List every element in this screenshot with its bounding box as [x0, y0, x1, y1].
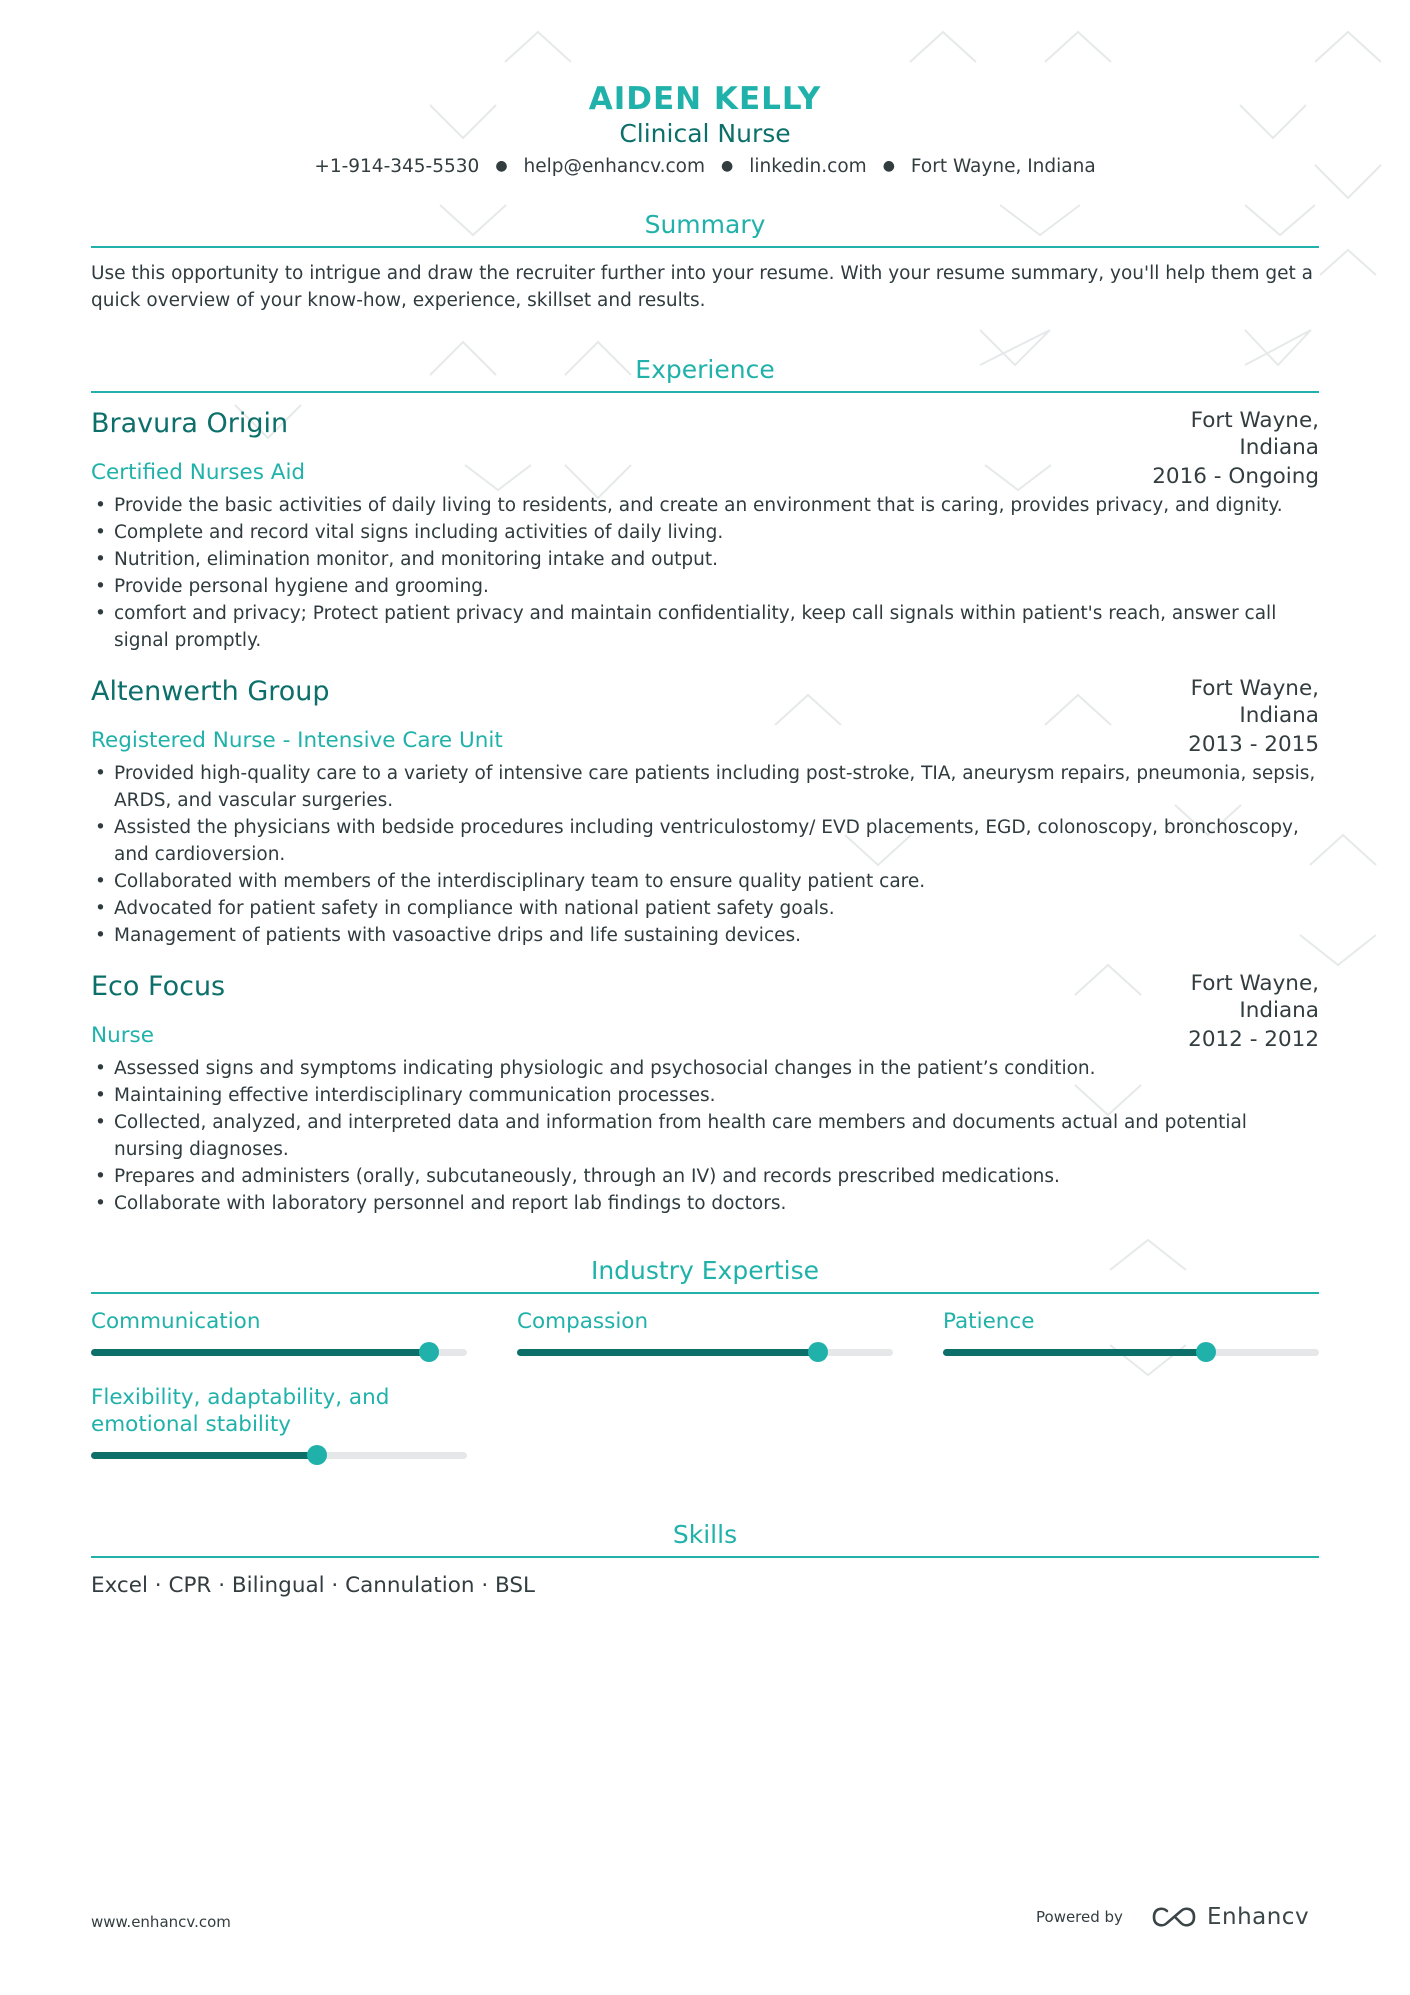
- expertise-item: [91, 1384, 467, 1459]
- list-item: • Maintaining effective interdisciplinary communication processes.: [91, 1082, 1319, 1109]
- candidate-title: Clinical Nurse: [619, 119, 791, 148]
- job-bullets: [91, 760, 1319, 949]
- list-item: • Advocated for patient safety in compliance with national patient safety goals.: [91, 895, 1319, 922]
- footer-website[interactable]: www.enhancv.com: [91, 1913, 231, 1931]
- contact-email[interactable]: help@enhancv.com: [523, 156, 706, 177]
- bullet-separator: ●: [882, 158, 895, 174]
- summary-heading: Summary: [91, 209, 1319, 248]
- job-meta: [1152, 407, 1319, 490]
- bullet-separator: ●: [495, 158, 508, 174]
- job-company: Altenwerth Group: [91, 676, 330, 707]
- job-role: Registered Nurse - Intensive Care Unit: [91, 728, 503, 753]
- summary-text: Use this opportunity to intrigue and draw the recruiter further into your resume. With your resume summary, you'll help them get a quick overview of your know-how, experience, skillset and results.: [91, 263, 1313, 311]
- skills-list: Excel · CPR · Bilingual · Cannulation · BSL: [91, 1573, 535, 1598]
- enhancv-logo-icon: [1151, 1906, 1197, 1928]
- candidate-name: AIDEN KELLY: [588, 81, 822, 117]
- experience-heading: Experience: [91, 354, 1319, 393]
- expertise-label: Flexibility, adaptability, and emotional stability: [91, 1385, 390, 1437]
- job-location: Fort Wayne, Indiana: [1190, 676, 1319, 728]
- summary-section: [91, 209, 1319, 314]
- expertise-bar-fill: [91, 1349, 429, 1356]
- contact-location: Fort Wayne, Indiana: [910, 156, 1096, 177]
- contact-linkedin[interactable]: linkedin.com: [749, 156, 867, 177]
- resume-header: [91, 80, 1319, 179]
- list-item: • Complete and record vital signs including activities of daily living.: [91, 519, 1319, 546]
- expertise-label: Patience: [943, 1309, 1035, 1334]
- expertise-item: [517, 1308, 893, 1356]
- enhancv-logo-text: Enhancv: [1206, 1904, 1310, 1930]
- expertise-label: Compassion: [517, 1309, 649, 1334]
- expertise-label: Communication: [91, 1309, 261, 1334]
- list-item: • Collected, analyzed, and interpreted data and information from health care members and documents actual and potential nursing diagnoses.: [91, 1109, 1319, 1163]
- contact-phone[interactable]: +1-914-345-5530: [314, 156, 480, 177]
- job-company: Bravura Origin: [91, 408, 289, 439]
- list-item: • Provided high-quality care to a variety of intensive care patients including post-stroke, TIA, aneurysm repairs, pneumonia, sepsis, ARDS, and vascular surgeries.: [91, 760, 1319, 814]
- expertise-bar: [91, 1349, 467, 1356]
- list-item: • Provide the basic activities of daily living to residents, and create an environment that is caring, provides privacy, and dignity.: [91, 492, 1319, 519]
- list-item: • Nutrition, elimination monitor, and monitoring intake and output.: [91, 546, 1319, 573]
- expertise-heading: Industry Expertise: [91, 1255, 1319, 1294]
- job-entry: [91, 675, 1319, 949]
- expertise-bar-knob: [1196, 1342, 1216, 1362]
- expertise-section: [91, 1255, 1319, 1487]
- expertise-bar: [517, 1349, 893, 1356]
- job-entry: [91, 970, 1319, 1217]
- expertise-bar-knob: [307, 1445, 327, 1465]
- expertise-bar-knob: [419, 1342, 439, 1362]
- job-location: Fort Wayne, Indiana: [1190, 408, 1319, 460]
- skills-heading: Skills: [91, 1519, 1319, 1558]
- list-item: • Collaborated with members of the interdisciplinary team to ensure quality patient care.: [91, 868, 1319, 895]
- contact-line: [91, 154, 1319, 179]
- job-dates: 2012 - 2012: [1188, 1027, 1319, 1052]
- skills-section: [91, 1519, 1319, 1600]
- list-item: • Provide personal hygiene and grooming.: [91, 573, 1319, 600]
- expertise-bar-fill: [943, 1349, 1206, 1356]
- job-dates: 2016 - Ongoing: [1152, 464, 1319, 489]
- job-dates: 2013 - 2015: [1188, 732, 1319, 757]
- job-bullets: [91, 492, 1319, 654]
- list-item: • Collaborate with laboratory personnel and report lab findings to doctors.: [91, 1190, 1319, 1217]
- job-role: Nurse: [91, 1023, 154, 1048]
- job-entry: [91, 407, 1319, 654]
- list-item: • Assessed signs and symptoms indicating physiologic and psychosocial changes in the patient’s condition.: [91, 1055, 1319, 1082]
- expertise-bar-fill: [517, 1349, 818, 1356]
- experience-section: [91, 354, 1319, 1217]
- expertise-bar: [943, 1349, 1319, 1356]
- job-location: Fort Wayne, Indiana: [1190, 971, 1319, 1023]
- expertise-bar: [91, 1452, 467, 1459]
- expertise-bar-knob: [808, 1342, 828, 1362]
- job-meta: [1169, 675, 1319, 758]
- powered-by-label: Powered by: [1036, 1908, 1123, 1926]
- list-item: • Assisted the physicians with bedside procedures including ventriculostomy/ EVD placements, EGD, colonoscopy, bronchoscopy, and cardioversion.: [91, 814, 1319, 868]
- resume-content: [91, 80, 1319, 1600]
- list-item: • comfort and privacy; Protect patient privacy and maintain confidentiality, keep call signals within patient's reach, answer call signal promptly.: [91, 600, 1319, 654]
- expertise-grid: [91, 1308, 1319, 1487]
- expertise-item: [91, 1308, 467, 1356]
- job-meta: [1169, 970, 1319, 1053]
- job-company: Eco Focus: [91, 971, 226, 1002]
- expertise-item: [943, 1308, 1319, 1356]
- job-role: Certified Nurses Aid: [91, 460, 306, 485]
- list-item: • Management of patients with vasoactive drips and life sustaining devices.: [91, 922, 1319, 949]
- list-item: • Prepares and administers (orally, subcutaneously, through an IV) and records prescribed medications.: [91, 1163, 1319, 1190]
- job-bullets: [91, 1055, 1319, 1217]
- footer-branding: [1036, 1904, 1309, 1930]
- bullet-separator: ●: [721, 158, 734, 174]
- expertise-bar-fill: [91, 1452, 317, 1459]
